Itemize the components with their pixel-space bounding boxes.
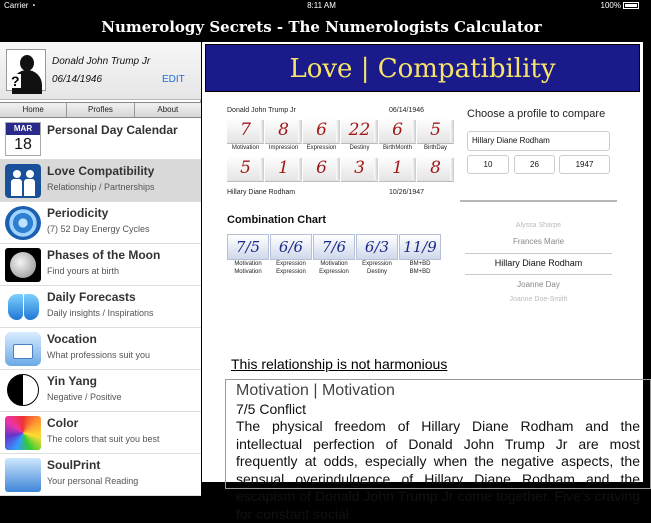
combination-item[interactable]: [270, 234, 312, 276]
menu-item-title: SoulPrint: [47, 458, 101, 472]
tab-about[interactable]: About: [157, 105, 179, 114]
menu-item-subtitle: Negative / Positive: [47, 392, 122, 402]
number-label: Destiny: [349, 145, 370, 151]
combination-item[interactable]: [313, 234, 355, 276]
combination-label: Motivation: [234, 269, 262, 275]
menu-item-subtitle: Find yours at birth: [47, 266, 120, 276]
menu-item-title: Personal Day Calendar: [47, 123, 178, 137]
color-swatch-icon: [5, 416, 41, 450]
person2-numbers: [227, 156, 455, 182]
combination-value: 7/6: [313, 234, 355, 260]
reading-heading: Motivation | Motivation: [236, 382, 395, 399]
battery-icon: [623, 2, 639, 9]
person1-numbers: [227, 118, 455, 144]
picker-selection-line: [465, 253, 612, 254]
compatibility-verdict: This relationship is not harmonious: [231, 356, 448, 372]
combination-label: BM+BD: [409, 261, 431, 267]
menu-item-love-compatibility[interactable]: [0, 160, 201, 202]
profile-picker[interactable]: [460, 200, 617, 304]
profile-card: [0, 42, 201, 100]
picker-option-selected[interactable]: Hillary Diane Rodham: [494, 258, 583, 268]
number-label: BirthDay: [423, 145, 447, 151]
combination-label: Motivation: [234, 261, 262, 267]
menu-item-periodicity[interactable]: [0, 202, 201, 244]
calendar-day: 18: [14, 136, 32, 153]
calendar-month: MAR: [6, 123, 40, 135]
menu-item-title: Love Compatibility: [47, 164, 155, 178]
menu-item-title: Vocation: [47, 332, 97, 346]
menu-item-personal-day-calendar[interactable]: [0, 118, 201, 160]
number-label: Impression: [268, 145, 299, 151]
wifi-icon: ◔: [30, 1, 36, 10]
number-cell: 1: [265, 156, 302, 182]
reading-body: The physical freedom of Hillary Diane Rodham and the intellectual perfection of Donald John Trump Jr are most frequently at odds, especially when the negative aspects, the sensual overindulgence of Hillary Diane Rodham and the escapism of Donald John Trump Jr come together. Five's craving for constant social: [236, 418, 640, 522]
number-cell: 8: [265, 118, 302, 144]
person2-date: 10/26/1947: [389, 189, 425, 196]
butterfly-icon: [5, 290, 41, 324]
menu-item-title: Phases of the Moon: [47, 248, 161, 262]
combination-label: Destiny: [366, 269, 387, 275]
soulprint-icon: [5, 458, 41, 492]
combination-label: Motivation: [320, 261, 348, 267]
number-label: BirthMonth: [382, 145, 412, 151]
number-label: Motivation: [231, 145, 260, 151]
compare-year-field[interactable]: 1947: [559, 155, 610, 174]
feature-menu: [0, 118, 201, 496]
sidebar: [0, 42, 201, 486]
calendar-icon: [5, 122, 41, 156]
number-cell: 1: [379, 156, 416, 182]
number-cell: 5: [417, 118, 454, 144]
reading-subheading: 7/5 Conflict: [236, 401, 307, 417]
carrier-text: Carrier: [4, 1, 29, 10]
tab-profiles[interactable]: Profles: [67, 103, 134, 117]
combination-chart: [227, 234, 442, 276]
clock: 8:11 AM: [307, 1, 336, 10]
number-labels: [227, 145, 455, 151]
number-cell: 6: [379, 118, 416, 144]
tab-home[interactable]: Home: [0, 103, 67, 117]
menu-item-daily-forecasts[interactable]: [0, 286, 201, 328]
menu-item-subtitle: What professions suit you: [47, 350, 151, 360]
app-title: Numerology Secrets - The Numerologists Calculator: [0, 12, 643, 42]
compatibility-content: [222, 98, 640, 522]
combination-value: 6/6: [270, 234, 312, 260]
person1-name: Donald John Trump Jr: [227, 107, 296, 114]
yin-yang-icon: [7, 374, 39, 406]
menu-item-color[interactable]: [0, 412, 201, 454]
picker-selection-line: [465, 274, 612, 275]
menu-item-vocation[interactable]: [0, 328, 201, 370]
menu-item-subtitle: Relationship / Partnerships: [47, 182, 155, 192]
picker-divider: [460, 200, 617, 202]
combination-value: 7/5: [227, 234, 269, 260]
status-bar: [0, 0, 643, 12]
person1-date: 06/14/1946: [389, 107, 425, 114]
menu-item-title: Yin Yang: [47, 374, 98, 388]
picker-option[interactable]: Joanne Doe-Smith: [509, 296, 568, 303]
edit-profile-button[interactable]: EDIT: [162, 74, 185, 85]
picker-option[interactable]: Joanne Day: [517, 280, 560, 289]
number-label: Expression: [306, 145, 337, 151]
battery-percent: 100%: [600, 1, 621, 10]
couple-icon: [5, 164, 41, 198]
compare-month-field[interactable]: 10: [467, 155, 509, 174]
combination-value: 11/9: [399, 234, 441, 260]
menu-item-phases-of-the-moon[interactable]: [0, 244, 201, 286]
combination-label: Expression: [362, 261, 392, 267]
main-panel: [202, 42, 643, 522]
compare-name-field[interactable]: Hillary Diane Rodham: [467, 131, 610, 151]
menu-item-title: Periodicity: [47, 206, 109, 220]
person2-name: Hillary Diane Rodham: [227, 189, 296, 196]
number-cell: 6: [303, 118, 340, 144]
compare-prompt: Choose a profile to compare: [467, 108, 606, 120]
combination-chart-title: Combination Chart: [227, 214, 326, 226]
number-cell: 8: [417, 156, 454, 182]
combination-item[interactable]: [356, 234, 398, 276]
moon-icon: [5, 248, 41, 282]
number-cell: 7: [227, 118, 264, 144]
menu-item-soulprint[interactable]: [0, 454, 201, 496]
battery-status: [601, 0, 639, 12]
spiral-icon: [5, 206, 41, 240]
compare-day-field[interactable]: 26: [514, 155, 555, 174]
picker-option[interactable]: Alyssa Sharpe: [515, 222, 562, 229]
menu-item-title: Color: [47, 416, 79, 430]
number-cell: 22: [341, 118, 378, 144]
combination-label: Expression: [319, 269, 349, 275]
combination-value: 6/3: [356, 234, 398, 260]
menu-item-title: Daily Forecasts: [47, 290, 136, 304]
combination-item[interactable]: [399, 234, 441, 276]
nav-tabs: [0, 102, 201, 118]
menu-item-subtitle: Your personal Reading: [47, 476, 139, 486]
reading-panel[interactable]: [225, 379, 651, 522]
picker-option[interactable]: Frances Marie: [512, 237, 565, 246]
briefcase-icon: [5, 332, 41, 366]
menu-item-subtitle: Daily insights / Inspirations: [47, 308, 154, 318]
profile-dob: 06/14/1946: [52, 74, 103, 85]
menu-item-subtitle: The colors that suit you best: [47, 434, 160, 444]
combination-label: Expression: [276, 261, 306, 267]
combination-label: BM+BD: [409, 269, 431, 275]
menu-item-subtitle: (7) 52 Day Energy Cycles: [47, 224, 150, 234]
number-cell: 6: [303, 156, 340, 182]
combination-label: Expression: [276, 269, 306, 275]
menu-item-yin-yang[interactable]: [0, 370, 201, 412]
number-cell: 5: [227, 156, 264, 182]
avatar-icon[interactable]: ?: [6, 49, 46, 91]
profile-name: Donald John Trump Jr: [52, 56, 151, 67]
combination-item[interactable]: [227, 234, 269, 276]
number-cell: 3: [341, 156, 378, 182]
page-banner: Love | Compatibility: [205, 44, 640, 92]
